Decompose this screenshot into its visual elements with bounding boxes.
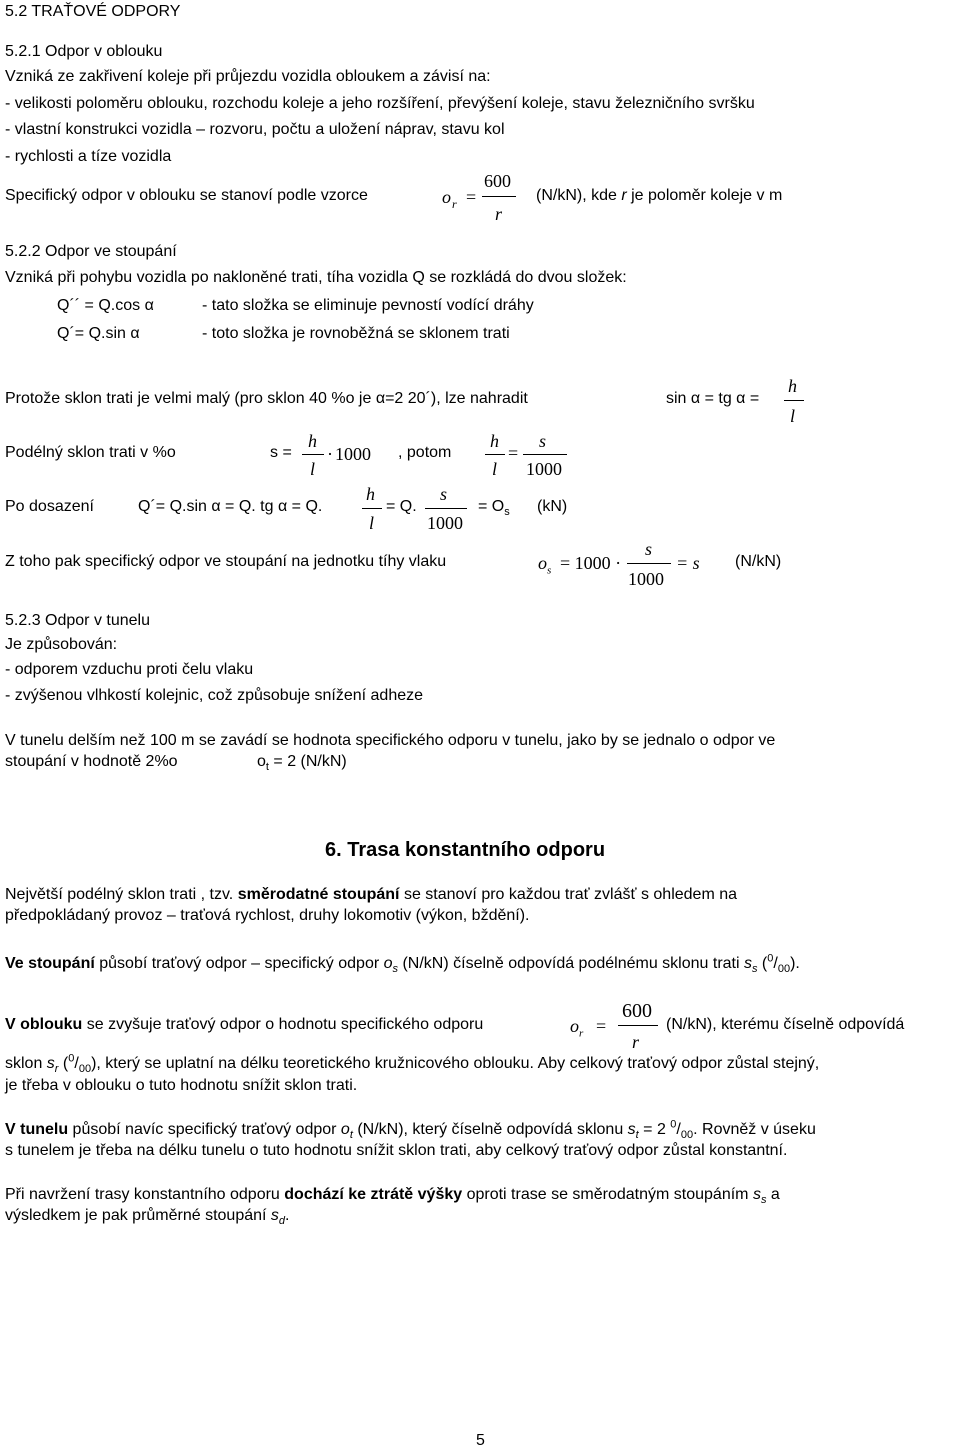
paragraph: - tato složka se eliminuje pevností vodící dráhy	[202, 297, 534, 314]
formula: Q´´ = Q.cos α	[57, 297, 154, 314]
paragraph: (N/kN), kde r je poloměr koleje v m	[536, 187, 783, 204]
paragraph: Specifický odpor v oblouku se stanoví podle vzorce	[5, 187, 368, 204]
paragraph: V tunelu delším než 100 m se zavádí se hodnota specifického odporu v tunelu, jako by se jednalo o odpor ve	[5, 732, 776, 749]
paragraph: V tunelu působí navíc specifický traťový odpor $o_t$ (N/kN), který číselně odpovídá sklonu $s_t = 2$ $^0/_{00}$. Rovněž v úseku	[5, 1118, 816, 1142]
paragraph: s tunelem je třeba na délku tunelu o tuto hodnotu snížit sklon trati, aby celkový traťový odpor zůstal konstantní.	[5, 1142, 788, 1159]
paragraph: je třeba v oblouku o tuto hodnotu snížit sklon trati.	[5, 1077, 358, 1094]
paragraph: Z toho pak specifický odpor ve stoupání na jednotku tíhy vlaku	[5, 553, 447, 570]
formula: $o_t = 2$ (N/kN)	[257, 753, 347, 774]
paragraph: Při navržení trasy konstantního odporu dochází ke ztrátě výšky oproti trase se směrodatným stoupáním $s_s$ a	[5, 1186, 780, 1207]
paragraph: sklon $s_r$ $(^0/_{00})$, který se uplatní na délku teoretického kružnicového oblouku. Aby celkový traťový odpor zůstal stejný,	[5, 1052, 820, 1076]
paragraph: Po dosazení	[5, 498, 94, 515]
list-item: - zvýšenou vlhkostí kolejnic, což způsobuje snížení adheze	[5, 687, 424, 704]
paragraph: V oblouku se zvyšuje traťový odpor o hodnotu specifického odporu	[5, 1016, 484, 1033]
list-item: - rychlosti a tíze vozidla	[5, 148, 172, 165]
paragraph: Ve stoupání působí traťový odpor – specifický odpor $o_s$ (N/kN) číselně odpovídá podélnému sklonu trati $s_s$ $(^0/_{00})$.	[5, 952, 800, 976]
paragraph: stoupání v hodnotě 2%o	[5, 753, 178, 770]
list-item: - velikosti poloměru oblouku, rozchodu koleje a jeho rozšíření, převýšení koleje, stavu železničního svršku	[5, 95, 755, 112]
page-number: 5	[476, 1432, 485, 1449]
paragraph: Protože sklon trati je velmi malý (pro sklon 40 %o je α=2 20´), lze nahradit	[5, 390, 528, 407]
paragraph: (N/kN), kterému číselně odpovídá	[666, 1016, 905, 1033]
paragraph: Je způsobován:	[5, 636, 118, 653]
list-item: - odporem vzduchu proti čelu vlaku	[5, 661, 254, 678]
paragraph: Podélný sklon trati v %o	[5, 444, 176, 461]
paragraph: Vzniká ze zakřivení koleje při průjezdu vozidla obloukem a závisí na:	[5, 68, 491, 85]
paragraph: Vzniká při pohybu vozidla po nakloněné trati, tíha vozidla Q se rozkládá do dvou složek:	[5, 269, 627, 286]
subsection-heading: 5.2.1 Odpor v oblouku	[5, 43, 163, 60]
paragraph: předpokládaný provoz – traťová rychlost, druhy lokomotiv (výkon, bždění).	[5, 907, 530, 924]
list-item: - vlastní konstrukci vozidla – rozvoru, počtu a uložení náprav, stavu kol	[5, 121, 505, 138]
subsection-heading: 5.2.3 Odpor v tunelu	[5, 612, 150, 629]
formula: Q´= Q.sin α	[57, 325, 140, 342]
chapter-title: 6. Trasa konstantního odporu	[325, 839, 606, 861]
paragraph: - toto složka je rovnoběžná se sklonem trati	[202, 325, 510, 342]
section-title: 5.2 TRAŤOVÉ ODPORY	[5, 3, 181, 20]
subsection-heading: 5.2.2 Odpor ve stoupání	[5, 243, 177, 260]
paragraph: výsledkem je pak průměrné stoupání $s_d$.	[5, 1207, 290, 1228]
paragraph: Největší podélný sklon trati , tzv. směrodatné stoupání se stanoví pro každou trať zvlášť s ohledem na	[5, 886, 738, 903]
